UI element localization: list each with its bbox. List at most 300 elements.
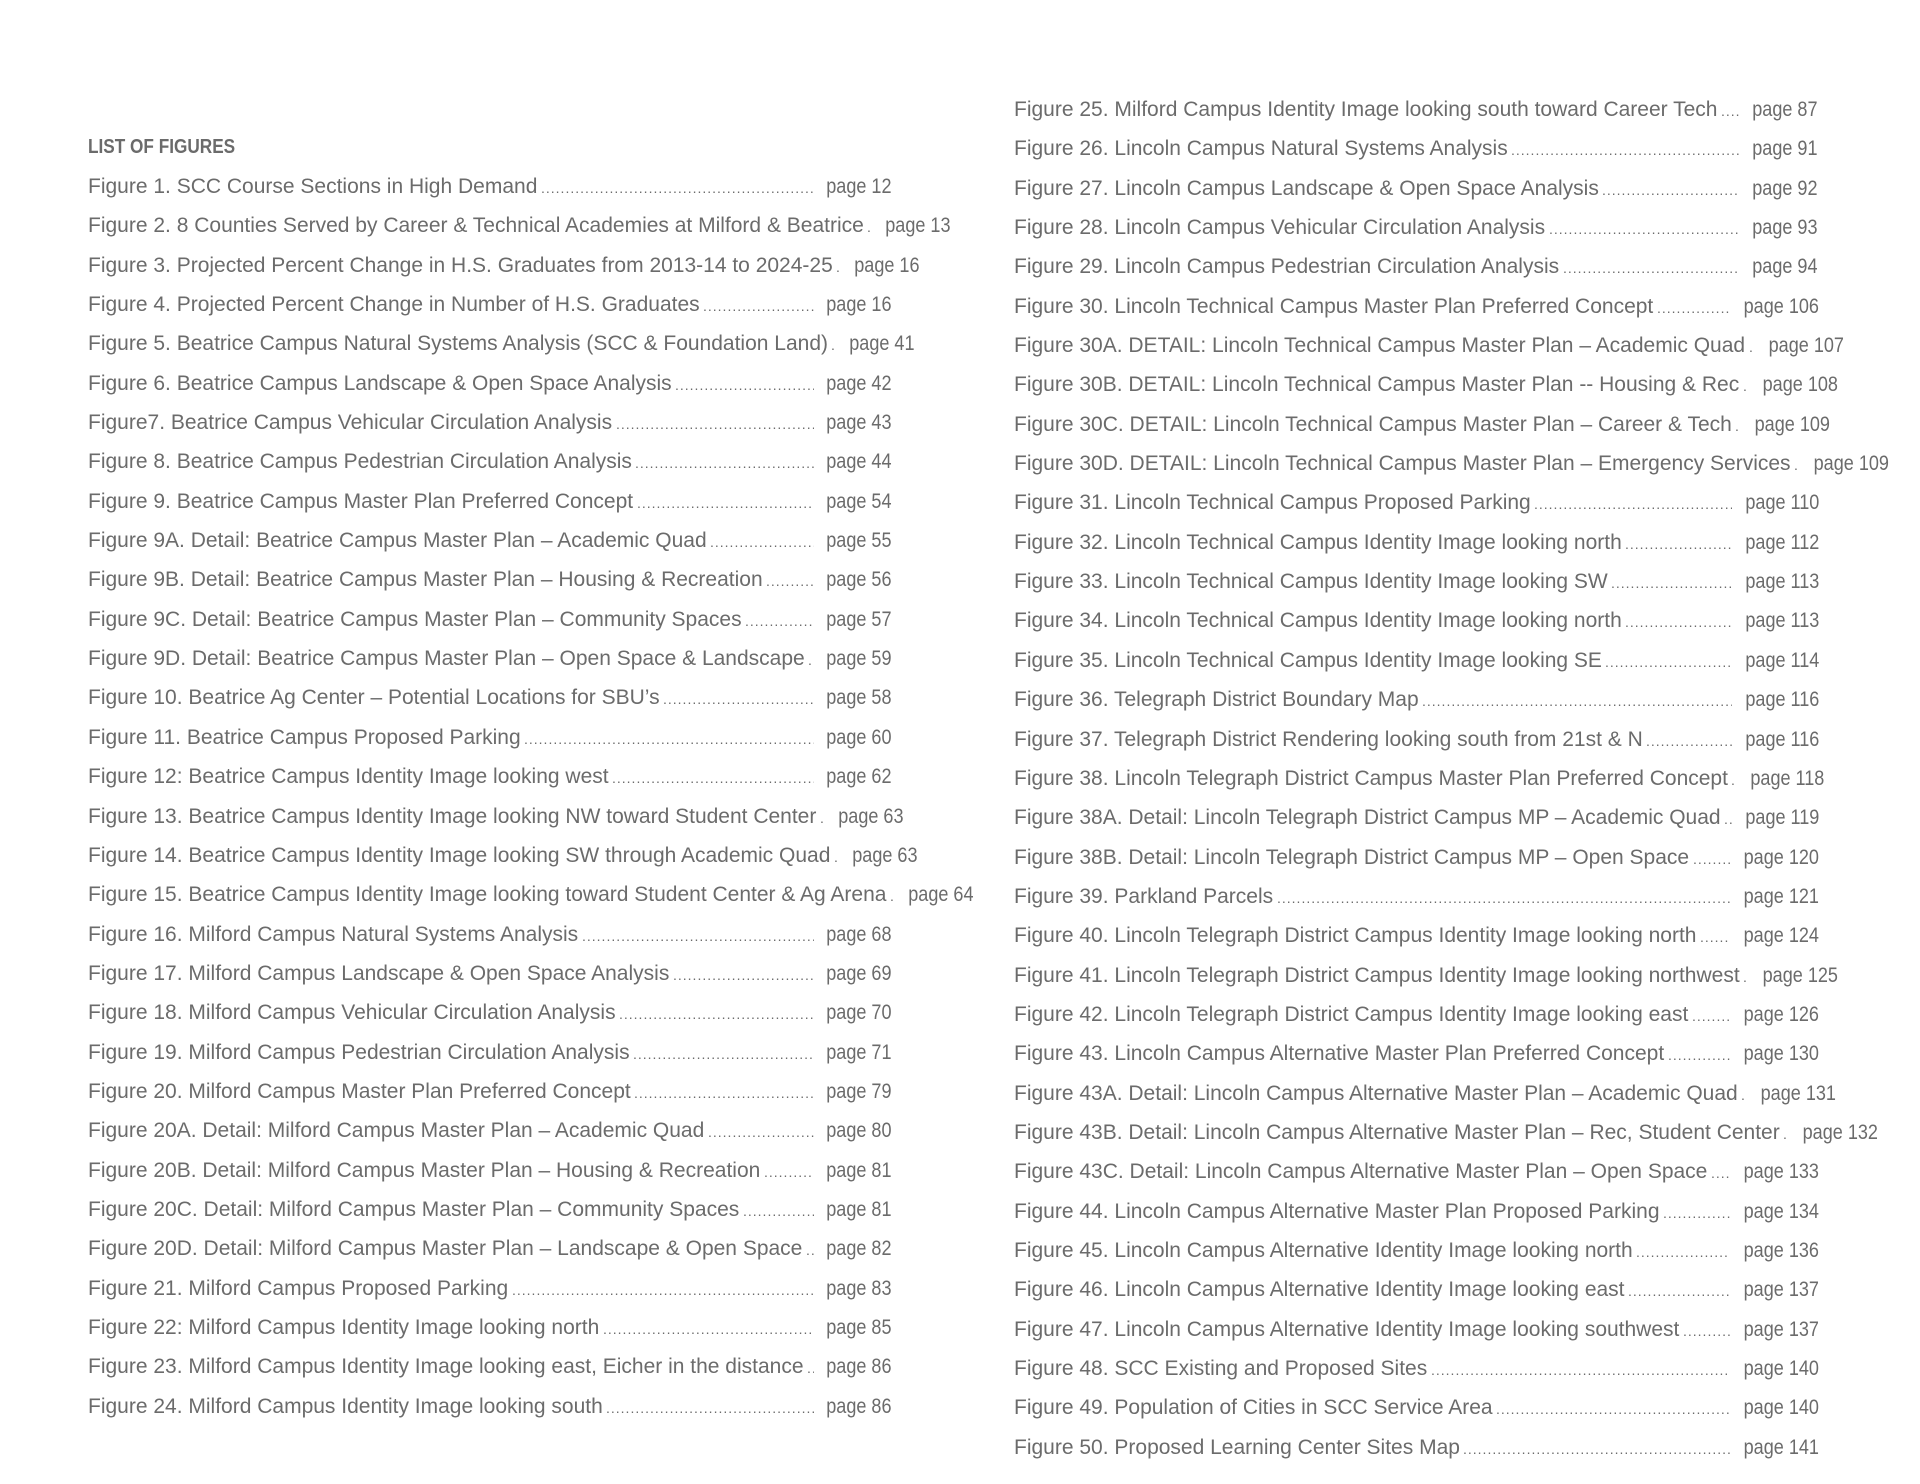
- dot-leader: [1422, 682, 1732, 721]
- figure-entry: [1014, 1192, 1819, 1231]
- dot-leader: [766, 562, 814, 601]
- dot-leader: [1711, 1154, 1730, 1193]
- figure-entry: [88, 246, 920, 285]
- figure-entry: [1014, 562, 1820, 601]
- figure-entry: [88, 324, 915, 363]
- dot-leader: [619, 995, 814, 1034]
- figure-entry: [1014, 1388, 1819, 1427]
- figure-page-number: page 141: [1743, 1435, 1819, 1459]
- figure-entry: [1014, 405, 1830, 444]
- dot-leader: [673, 956, 814, 995]
- figure-entry: [1014, 759, 1825, 798]
- figure-entry: [1014, 1113, 1878, 1152]
- dot-leader: [1741, 1076, 1747, 1115]
- figure-title: Figure 46. Lincoln Campus Alternative Identity Image looking east: [1014, 1278, 1625, 1302]
- dot-leader: [1625, 603, 1732, 642]
- figure-title-wrap: [88, 1033, 630, 1072]
- figure-page-number: page 87: [1752, 98, 1818, 121]
- figure-title-wrap: [1014, 90, 1718, 129]
- figure-entry: [88, 678, 892, 717]
- figure-page-number: page 114: [1745, 648, 1820, 672]
- figure-title-wrap: [1014, 365, 1740, 404]
- dot-leader: [1743, 367, 1749, 406]
- figure-entry: [88, 285, 892, 324]
- figure-title: Figure 43B. Detail: Lincoln Campus Alternative Master Plan – Rec, Student Center: [1014, 1120, 1780, 1144]
- dot-leader: [1277, 879, 1730, 918]
- figure-title: Figure 21. Milford Campus Proposed Parking: [88, 1276, 509, 1300]
- dot-leader: [834, 838, 840, 877]
- figure-page-number: page 134: [1743, 1199, 1819, 1223]
- dot-leader: [663, 680, 814, 719]
- figure-title: Figure 42. Lincoln Telegraph District Campus Identity Image looking east: [1014, 1002, 1689, 1026]
- figure-title-wrap: [1014, 759, 1728, 798]
- figure-entry: [1014, 1074, 1836, 1113]
- figure-entry: [1014, 483, 1820, 522]
- figure-entry: [1014, 1349, 1819, 1388]
- dot-leader: [807, 1349, 814, 1388]
- figure-title: Figure 8. Beatrice Campus Pedestrian Circulation Analysis: [88, 450, 632, 474]
- figure-title: Figure 38A. Detail: Lincoln Telegraph District Campus MP – Academic Quad: [1014, 806, 1721, 830]
- figure-title-wrap: [88, 1387, 603, 1426]
- dot-leader: [541, 169, 814, 208]
- figure-title: Figure 24. Milford Campus Identity Image looking south: [88, 1394, 603, 1418]
- figure-title: Figure 43C. Detail: Lincoln Campus Alternative Master Plan – Open Space: [1014, 1160, 1708, 1184]
- figure-title: Figure 10. Beatrice Ag Center – Potential Locations for SBU’s: [88, 686, 660, 710]
- figure-page-number: page 82: [826, 1237, 892, 1261]
- figure-title: Figure 3. Projected Percent Change in H.S. Graduates from 2013-14 to 2024-25: [88, 253, 833, 277]
- figure-page-number: page 68: [826, 922, 892, 946]
- figure-entry: [88, 600, 892, 639]
- figure-title: Figure 27. Lincoln Campus Landscape & Open Space Analysis: [1014, 176, 1599, 200]
- figure-title-wrap: [1014, 326, 1746, 365]
- figure-page-number: page 94: [1752, 255, 1818, 279]
- figure-entry: [1014, 523, 1820, 562]
- figure-title: Figure 40. Lincoln Telegraph District Campus Identity Image looking north: [1014, 924, 1697, 948]
- figure-title-wrap: [88, 1111, 705, 1150]
- figure-entry: [88, 1347, 892, 1386]
- figure-title: Figure 38. Lincoln Telegraph District Campus Master Plan Preferred Concept: [1014, 766, 1728, 790]
- figure-entry: [1014, 1034, 1819, 1073]
- figure-title-wrap: [1014, 1388, 1493, 1427]
- figure-page-number: page 63: [838, 804, 904, 828]
- figure-title-wrap: [88, 246, 833, 285]
- dot-leader: [1794, 446, 1800, 485]
- figure-entry: [1014, 838, 1819, 877]
- figure-title-wrap: [88, 1072, 631, 1111]
- figure-page-number: page 57: [826, 607, 892, 631]
- dot-leader: [1743, 958, 1749, 997]
- dot-leader: [1721, 92, 1740, 131]
- figure-page-number: page 126: [1743, 1002, 1819, 1026]
- figure-title: Figure 30. Lincoln Technical Campus Master Plan Preferred Concept: [1014, 294, 1654, 318]
- dot-leader: [616, 405, 814, 444]
- figure-title-wrap: [88, 364, 672, 403]
- figure-page-number: page 91: [1752, 137, 1818, 161]
- dot-leader: [1683, 1312, 1730, 1351]
- figure-entry: [88, 1269, 892, 1308]
- figure-title-wrap: [1014, 129, 1508, 168]
- dot-leader: [1783, 1115, 1789, 1154]
- figure-title: Figure 5. Beatrice Campus Natural Systems Analysis (SCC & Foundation Land): [88, 332, 828, 356]
- dot-leader: [524, 720, 814, 759]
- figure-title: Figure 9B. Detail: Beatrice Campus Master Plan – Housing & Recreation: [88, 568, 763, 592]
- figure-entry: [1014, 916, 1819, 955]
- figure-title: Figure 34. Lincoln Technical Campus Identity Image looking north: [1014, 609, 1622, 633]
- figures-column-left: [88, 128, 974, 1426]
- figure-entry: [88, 1229, 892, 1268]
- figure-title-wrap: [88, 757, 609, 796]
- figure-page-number: page 113: [1745, 609, 1820, 633]
- figure-title-wrap: [1014, 483, 1531, 522]
- figure-page-number: page 140: [1743, 1396, 1819, 1420]
- dot-leader: [1700, 918, 1730, 957]
- figure-title: Figure 6. Beatrice Campus Landscape & Open Space Analysis: [88, 371, 672, 395]
- figure-page-number: page 86: [826, 1355, 892, 1379]
- figure-entry: [88, 364, 892, 403]
- figure-title: Figure 30B. DETAIL: Lincoln Technical Campus Master Plan -- Housing & Rec: [1014, 373, 1740, 397]
- figure-title-wrap: [1014, 1231, 1633, 1270]
- dot-leader: [708, 1113, 814, 1152]
- figure-page-number: page 44: [826, 450, 892, 474]
- figure-title-wrap: [88, 1190, 740, 1229]
- figure-title: Figure 23. Milford Campus Identity Image looking east, Eicher in the distance: [88, 1355, 804, 1379]
- figure-page-number: page 93: [1752, 216, 1818, 240]
- figure-entry: [88, 206, 951, 245]
- figure-title-wrap: [88, 442, 632, 481]
- figure-page-number: page 59: [826, 647, 892, 671]
- figure-page-number: page 113: [1745, 570, 1820, 594]
- figure-title-wrap: [88, 718, 521, 757]
- figure-entry: [1014, 169, 1818, 208]
- figure-page-number: page 137: [1743, 1317, 1819, 1341]
- figure-title-wrap: [1014, 798, 1721, 837]
- figure-title: Figure 13. Beatrice Campus Identity Image looking NW toward Student Center: [88, 804, 817, 828]
- figure-entry: [1014, 956, 1838, 995]
- figure-page-number: page 120: [1743, 845, 1819, 869]
- figure-entry: [88, 560, 892, 599]
- figure-entry: [1014, 444, 1889, 483]
- figure-page-number: page 118: [1750, 766, 1825, 790]
- figure-title: Figure 20C. Detail: Milford Campus Master Plan – Community Spaces: [88, 1197, 740, 1221]
- figure-page-number: page 136: [1743, 1238, 1819, 1262]
- figure-page-number: page 81: [826, 1197, 892, 1221]
- figure-title-wrap: [88, 993, 616, 1032]
- figure-entry: [1014, 90, 1818, 129]
- figure-page-number: page 69: [826, 961, 892, 985]
- figure-title-wrap: [1014, 169, 1599, 208]
- figure-title: Figure 45. Lincoln Campus Alternative Identity Image looking north: [1014, 1238, 1633, 1262]
- figure-title-wrap: [1014, 838, 1690, 877]
- dot-leader: [867, 208, 873, 247]
- dot-leader: [1605, 643, 1732, 682]
- dot-leader: [1625, 525, 1732, 564]
- figure-title: Figure 22: Milford Campus Identity Image looking north: [88, 1315, 600, 1339]
- dot-leader: [1611, 564, 1732, 603]
- figure-title: Figure 26. Lincoln Campus Natural Systems Analysis: [1014, 137, 1508, 161]
- figure-page-number: page 108: [1762, 373, 1838, 397]
- figure-title-wrap: [1014, 1428, 1460, 1467]
- figure-page-number: page 125: [1762, 963, 1838, 987]
- dot-leader: [710, 523, 814, 562]
- figure-entry: [88, 639, 892, 678]
- figure-title-wrap: [1014, 877, 1274, 916]
- dot-leader: [836, 248, 842, 287]
- figure-entry: [88, 521, 892, 560]
- figure-entry: [1014, 601, 1820, 640]
- figure-title-wrap: [1014, 680, 1419, 719]
- figure-title: Figure 14. Beatrice Campus Identity Image looking SW through Academic Quad: [88, 843, 831, 867]
- figure-title-wrap: [88, 1269, 509, 1308]
- figure-entry: [88, 875, 974, 914]
- figure-page-number: page 42: [826, 371, 892, 395]
- dot-leader: [1749, 328, 1755, 367]
- figure-entry: [88, 1387, 892, 1426]
- figure-title: Figure 9A. Detail: Beatrice Campus Master Plan – Academic Quad: [88, 529, 707, 553]
- dot-leader: [890, 877, 896, 916]
- dot-leader: [1692, 997, 1730, 1036]
- figure-title-wrap: [1014, 1152, 1708, 1191]
- dot-leader: [1668, 1036, 1730, 1075]
- figure-entry: [88, 167, 892, 206]
- figure-title: Figure 20D. Detail: Milford Campus Master Plan – Landscape & Open Space: [88, 1237, 803, 1261]
- figure-title-wrap: [1014, 1192, 1660, 1231]
- dot-leader: [1735, 407, 1741, 446]
- dot-leader: [1431, 1351, 1730, 1390]
- figure-page-number: page 116: [1745, 688, 1820, 712]
- figure-list-left: [88, 167, 974, 1426]
- figure-entry: [88, 403, 892, 442]
- figure-title-wrap: [1014, 444, 1791, 483]
- figure-page-number: page 62: [826, 765, 892, 789]
- figure-title-wrap: [88, 521, 707, 560]
- figure-page-number: page 92: [1752, 176, 1818, 200]
- dot-leader: [745, 602, 814, 641]
- figure-title-wrap: [1014, 601, 1622, 640]
- dot-leader: [1563, 249, 1740, 288]
- figure-page-number: page 80: [826, 1119, 892, 1143]
- figure-title: Figure 16. Milford Campus Natural Systems Analysis: [88, 922, 579, 946]
- figure-title-wrap: [88, 1229, 803, 1268]
- figure-title-wrap: [88, 482, 634, 521]
- dot-leader: [831, 326, 837, 365]
- figure-title-wrap: [1014, 1034, 1665, 1073]
- figure-page-number: page 110: [1745, 491, 1820, 515]
- dot-leader: [1463, 1430, 1730, 1469]
- figure-page-number: page 86: [826, 1394, 892, 1418]
- figure-title: Figure 38B. Detail: Lincoln Telegraph District Campus MP – Open Space: [1014, 845, 1690, 869]
- figure-title: Figure 41. Lincoln Telegraph District Campus Identity Image looking northwest: [1014, 963, 1740, 987]
- figures-column-right: [1014, 90, 1889, 1467]
- figure-title: Figure 39. Parkland Parcels: [1014, 884, 1274, 908]
- figure-title: Figure 20A. Detail: Milford Campus Master Plan – Academic Quad: [88, 1119, 705, 1143]
- figure-title-wrap: [1014, 523, 1622, 562]
- figure-page-number: page 13: [885, 214, 951, 238]
- figure-page-number: page 121: [1743, 884, 1819, 908]
- figure-page-number: page 132: [1802, 1120, 1878, 1144]
- figure-title: Figure 4. Projected Percent Change in Number of H.S. Graduates: [88, 293, 700, 317]
- figure-entry: [1014, 365, 1838, 404]
- dot-leader: [1628, 1272, 1730, 1311]
- figure-title-wrap: [1014, 916, 1697, 955]
- figure-page-number: page 137: [1743, 1278, 1819, 1302]
- dot-leader: [1602, 171, 1740, 210]
- figure-title: Figure 25. Milford Campus Identity Image looking south toward Career Tech: [1014, 98, 1718, 121]
- figure-title-wrap: [1014, 1074, 1738, 1113]
- dot-leader: [675, 366, 814, 405]
- dot-leader: [1724, 800, 1732, 839]
- figure-title: Figure 11. Beatrice Campus Proposed Parking: [88, 725, 521, 749]
- figure-title: Figure 50. Proposed Learning Center Sites Map: [1014, 1435, 1460, 1459]
- figure-entry: [1014, 1231, 1819, 1270]
- figure-title: Figure 17. Milford Campus Landscape & Open Space Analysis: [88, 961, 670, 985]
- dot-leader: [806, 1231, 814, 1270]
- figure-title-wrap: [88, 915, 579, 954]
- figure-title-wrap: [88, 1151, 761, 1190]
- figure-entry: [88, 1111, 892, 1150]
- figure-title-wrap: [1014, 720, 1643, 759]
- figure-entry: [1014, 208, 1818, 247]
- figure-title-wrap: [88, 1347, 804, 1386]
- dot-leader: [1549, 210, 1740, 249]
- dot-leader: [1636, 1233, 1730, 1272]
- figure-entry: [1014, 680, 1820, 719]
- figure-page-number: page 58: [826, 686, 892, 710]
- dot-leader: [512, 1271, 814, 1310]
- figure-title: Figure 43A. Detail: Lincoln Campus Alternative Master Plan – Academic Quad: [1014, 1081, 1738, 1105]
- figure-entry: [1014, 995, 1819, 1034]
- figure-entry: [88, 757, 892, 796]
- figure-title: Figure 15. Beatrice Campus Identity Image looking toward Student Center & Ag Arena: [88, 883, 887, 907]
- figure-list-right: [1014, 90, 1889, 1467]
- figure-title: Figure 49. Population of Cities in SCC Service Area: [1014, 1396, 1493, 1420]
- figure-page-number: page 109: [1754, 412, 1830, 436]
- figure-title: Figure 9C. Detail: Beatrice Campus Master Plan – Community Spaces: [88, 607, 742, 631]
- figure-title-wrap: [88, 1308, 600, 1347]
- figure-entry: [88, 718, 892, 757]
- figure-page-number: page 112: [1745, 530, 1820, 554]
- figure-page-number: page 70: [826, 1001, 892, 1025]
- figure-title: Figure 36. Telegraph District Boundary Map: [1014, 688, 1419, 712]
- figure-entry: [1014, 1428, 1819, 1467]
- figure-page-number: page 79: [826, 1079, 892, 1103]
- dot-leader: [808, 641, 814, 680]
- dot-leader: [1663, 1194, 1730, 1233]
- figure-page-number: page 109: [1813, 452, 1889, 476]
- figure-title: Figure 44. Lincoln Campus Alternative Master Plan Proposed Parking: [1014, 1199, 1660, 1223]
- figure-title-wrap: [88, 560, 763, 599]
- figure-title-wrap: [88, 167, 538, 206]
- figure-entry: [88, 954, 892, 993]
- figure-title-wrap: [88, 285, 700, 324]
- figure-entry: [88, 1190, 892, 1229]
- figure-page-number: page 124: [1743, 924, 1819, 948]
- figure-page-number: page 116: [1745, 727, 1820, 751]
- figure-page-number: page 55: [826, 529, 892, 553]
- figure-title-wrap: [88, 403, 613, 442]
- figure-page-number: page 106: [1743, 294, 1819, 318]
- figure-page-number: page 60: [826, 725, 892, 749]
- figure-page-number: page 41: [849, 332, 915, 356]
- figure-title-wrap: [88, 875, 887, 914]
- figure-title: Figure7. Beatrice Campus Vehicular Circulation Analysis: [88, 411, 613, 435]
- figure-title: Figure 20. Milford Campus Master Plan Preferred Concept: [88, 1079, 631, 1103]
- figure-entry: [88, 915, 892, 954]
- figure-title: Figure 30A. DETAIL: Lincoln Technical Campus Master Plan – Academic Quad: [1014, 334, 1746, 358]
- figure-page-number: page 119: [1745, 806, 1820, 830]
- dot-leader: [1534, 485, 1732, 524]
- figure-entry: [1014, 798, 1820, 837]
- figure-title: Figure 30D. DETAIL: Lincoln Technical Campus Master Plan – Emergency Services: [1014, 452, 1791, 476]
- figure-title-wrap: [1014, 1310, 1680, 1349]
- figure-entry: [88, 993, 892, 1032]
- figure-page-number: page 140: [1743, 1357, 1819, 1380]
- figure-title-wrap: [88, 206, 864, 245]
- figure-title: Figure 48. SCC Existing and Proposed Sites: [1014, 1357, 1428, 1380]
- dot-leader: [1511, 131, 1740, 170]
- figure-title: Figure 32. Lincoln Technical Campus Identity Image looking north: [1014, 530, 1622, 554]
- figure-page-number: page 64: [908, 883, 974, 907]
- figure-title: Figure 35. Lincoln Technical Campus Identity Image looking SE: [1014, 648, 1602, 672]
- figure-page-number: page 83: [826, 1276, 892, 1300]
- figure-title-wrap: [88, 600, 742, 639]
- figure-entry: [1014, 1270, 1819, 1309]
- figure-page-number: page 130: [1743, 1042, 1819, 1066]
- figure-title: Figure 20B. Detail: Milford Campus Master Plan – Housing & Recreation: [88, 1158, 761, 1182]
- figure-title: Figure 2. 8 Counties Served by Career & Technical Academies at Milford & Beatrice: [88, 214, 864, 238]
- figure-title-wrap: [1014, 405, 1732, 444]
- figure-title-wrap: [88, 797, 817, 836]
- figure-title: Figure 12: Beatrice Campus Identity Image looking west: [88, 765, 609, 789]
- figure-page-number: page 131: [1760, 1081, 1836, 1105]
- figure-entry: [1014, 720, 1820, 759]
- dot-leader: [634, 1074, 814, 1113]
- figure-entry: [88, 1151, 892, 1190]
- dot-leader: [612, 759, 814, 798]
- dot-leader: [1731, 761, 1737, 800]
- figure-entry: [1014, 129, 1818, 168]
- figure-entry: [88, 442, 892, 481]
- figure-entry: [1014, 326, 1844, 365]
- dot-leader: [743, 1192, 814, 1231]
- figure-page-number: page 133: [1743, 1160, 1819, 1184]
- figure-page-number: page 107: [1768, 334, 1844, 358]
- figure-entry: [88, 1308, 892, 1347]
- figure-title: Figure 28. Lincoln Campus Vehicular Circulation Analysis: [1014, 216, 1546, 240]
- figure-title-wrap: [1014, 1113, 1780, 1152]
- dot-leader: [764, 1153, 814, 1192]
- figure-page-number: page 71: [826, 1040, 892, 1064]
- figure-title-wrap: [1014, 208, 1546, 247]
- dot-leader: [1693, 840, 1730, 879]
- figure-entry: [1014, 641, 1820, 680]
- figure-entry: [88, 1072, 892, 1111]
- figure-title: Figure 37. Telegraph District Rendering looking south from 21st & N: [1014, 727, 1643, 751]
- figure-title: Figure 47. Lincoln Campus Alternative Identity Image looking southwest: [1014, 1317, 1680, 1341]
- figure-page-number: page 81: [826, 1158, 892, 1182]
- figure-page-number: page 63: [852, 843, 918, 867]
- figure-title: Figure 29. Lincoln Campus Pedestrian Circulation Analysis: [1014, 255, 1560, 279]
- figure-page-number: page 85: [826, 1315, 892, 1339]
- figure-page-number: page 16: [826, 293, 892, 317]
- figure-page-number: page 54: [826, 489, 892, 513]
- figure-title-wrap: [1014, 956, 1740, 995]
- dot-leader: [1646, 722, 1732, 761]
- dot-leader: [820, 799, 826, 838]
- figure-title-wrap: [88, 324, 828, 363]
- dot-leader: [603, 1310, 814, 1349]
- figure-title-wrap: [1014, 641, 1602, 680]
- figure-title: Figure 1. SCC Course Sections in High Demand: [88, 175, 538, 198]
